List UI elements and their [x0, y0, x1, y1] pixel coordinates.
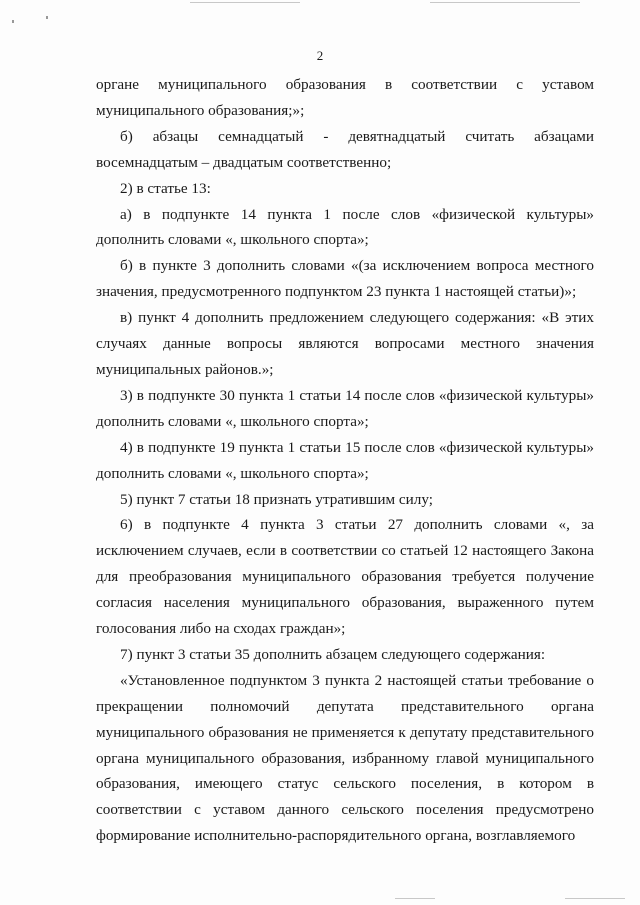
paragraph: «Установленное подпунктом 3 пункта 2 настоящей статьи требование о прекращении полномочий депутата представительного органа муниципального образования не применяется к депутату представительного органа муниципального образования, избранному главой муниципального образования, имеющего статус сельского поселения, в котором в соответствии с уставом данного сельского поселения предусмотрено формирование исполнительно-распорядительного органа, возглавляемого — [96, 671, 594, 845]
scan-dot — [46, 16, 48, 19]
paragraph: 5) пункт 7 статьи 18 признать утратившим силу; — [120, 490, 433, 508]
paragraph: 3) в подпункте 30 пункта 1 статьи 14 после слов «физической культуры» дополнить словами «, школьного спорта»; — [96, 386, 594, 430]
paragraph: а) в подпункте 14 пункта 1 после слов «физической культуры» дополнить словами «, школьного спорта»; — [96, 205, 594, 249]
document-body — [96, 72, 594, 849]
scan-line-bottom — [395, 898, 435, 899]
paragraph: б) абзацы семнадцатый - девятнадцатый считать абзацами восемнадцатым – двадцатым соответственно; — [96, 127, 594, 171]
scan-line-bottom-right — [565, 898, 625, 899]
paragraph: 6) в подпункте 4 пункта 3 статьи 27 дополнить словами «, за исключением случаев, если в соответствии со статьей 12 настоящего Закона для преобразования муниципального образования требуется получение согласия населения муниципального образования, выраженного путем голосования либо на сходах граждан»; — [96, 516, 594, 638]
scan-line-top — [190, 2, 300, 3]
paragraph: 7) пункт 3 статьи 35 дополнить абзацем следующего содержания: — [120, 645, 546, 663]
page-number: 2 — [316, 48, 324, 63]
scan-dot — [12, 20, 14, 23]
scan-line-top-right — [430, 2, 580, 3]
paragraph: в) пункт 4 дополнить предложением следующего содержания: «В этих случаях данные вопросы являются вопросами местного значения муниципальных районов.»; — [96, 309, 594, 378]
paragraph: 4) в подпункте 19 пункта 1 статьи 15 после слов «физической культуры» дополнить словами «, школьного спорта»; — [96, 438, 594, 482]
paragraph: б) в пункте 3 дополнить словами «(за исключением вопроса местного значения, предусмотренного подпунктом 23 пункта 1 настоящей статьи)»; — [96, 257, 594, 301]
paragraph: 2) в статье 13: — [120, 179, 211, 197]
paragraph: органе муниципального образования в соответствии с уставом муниципального образования;»; — [96, 76, 594, 119]
